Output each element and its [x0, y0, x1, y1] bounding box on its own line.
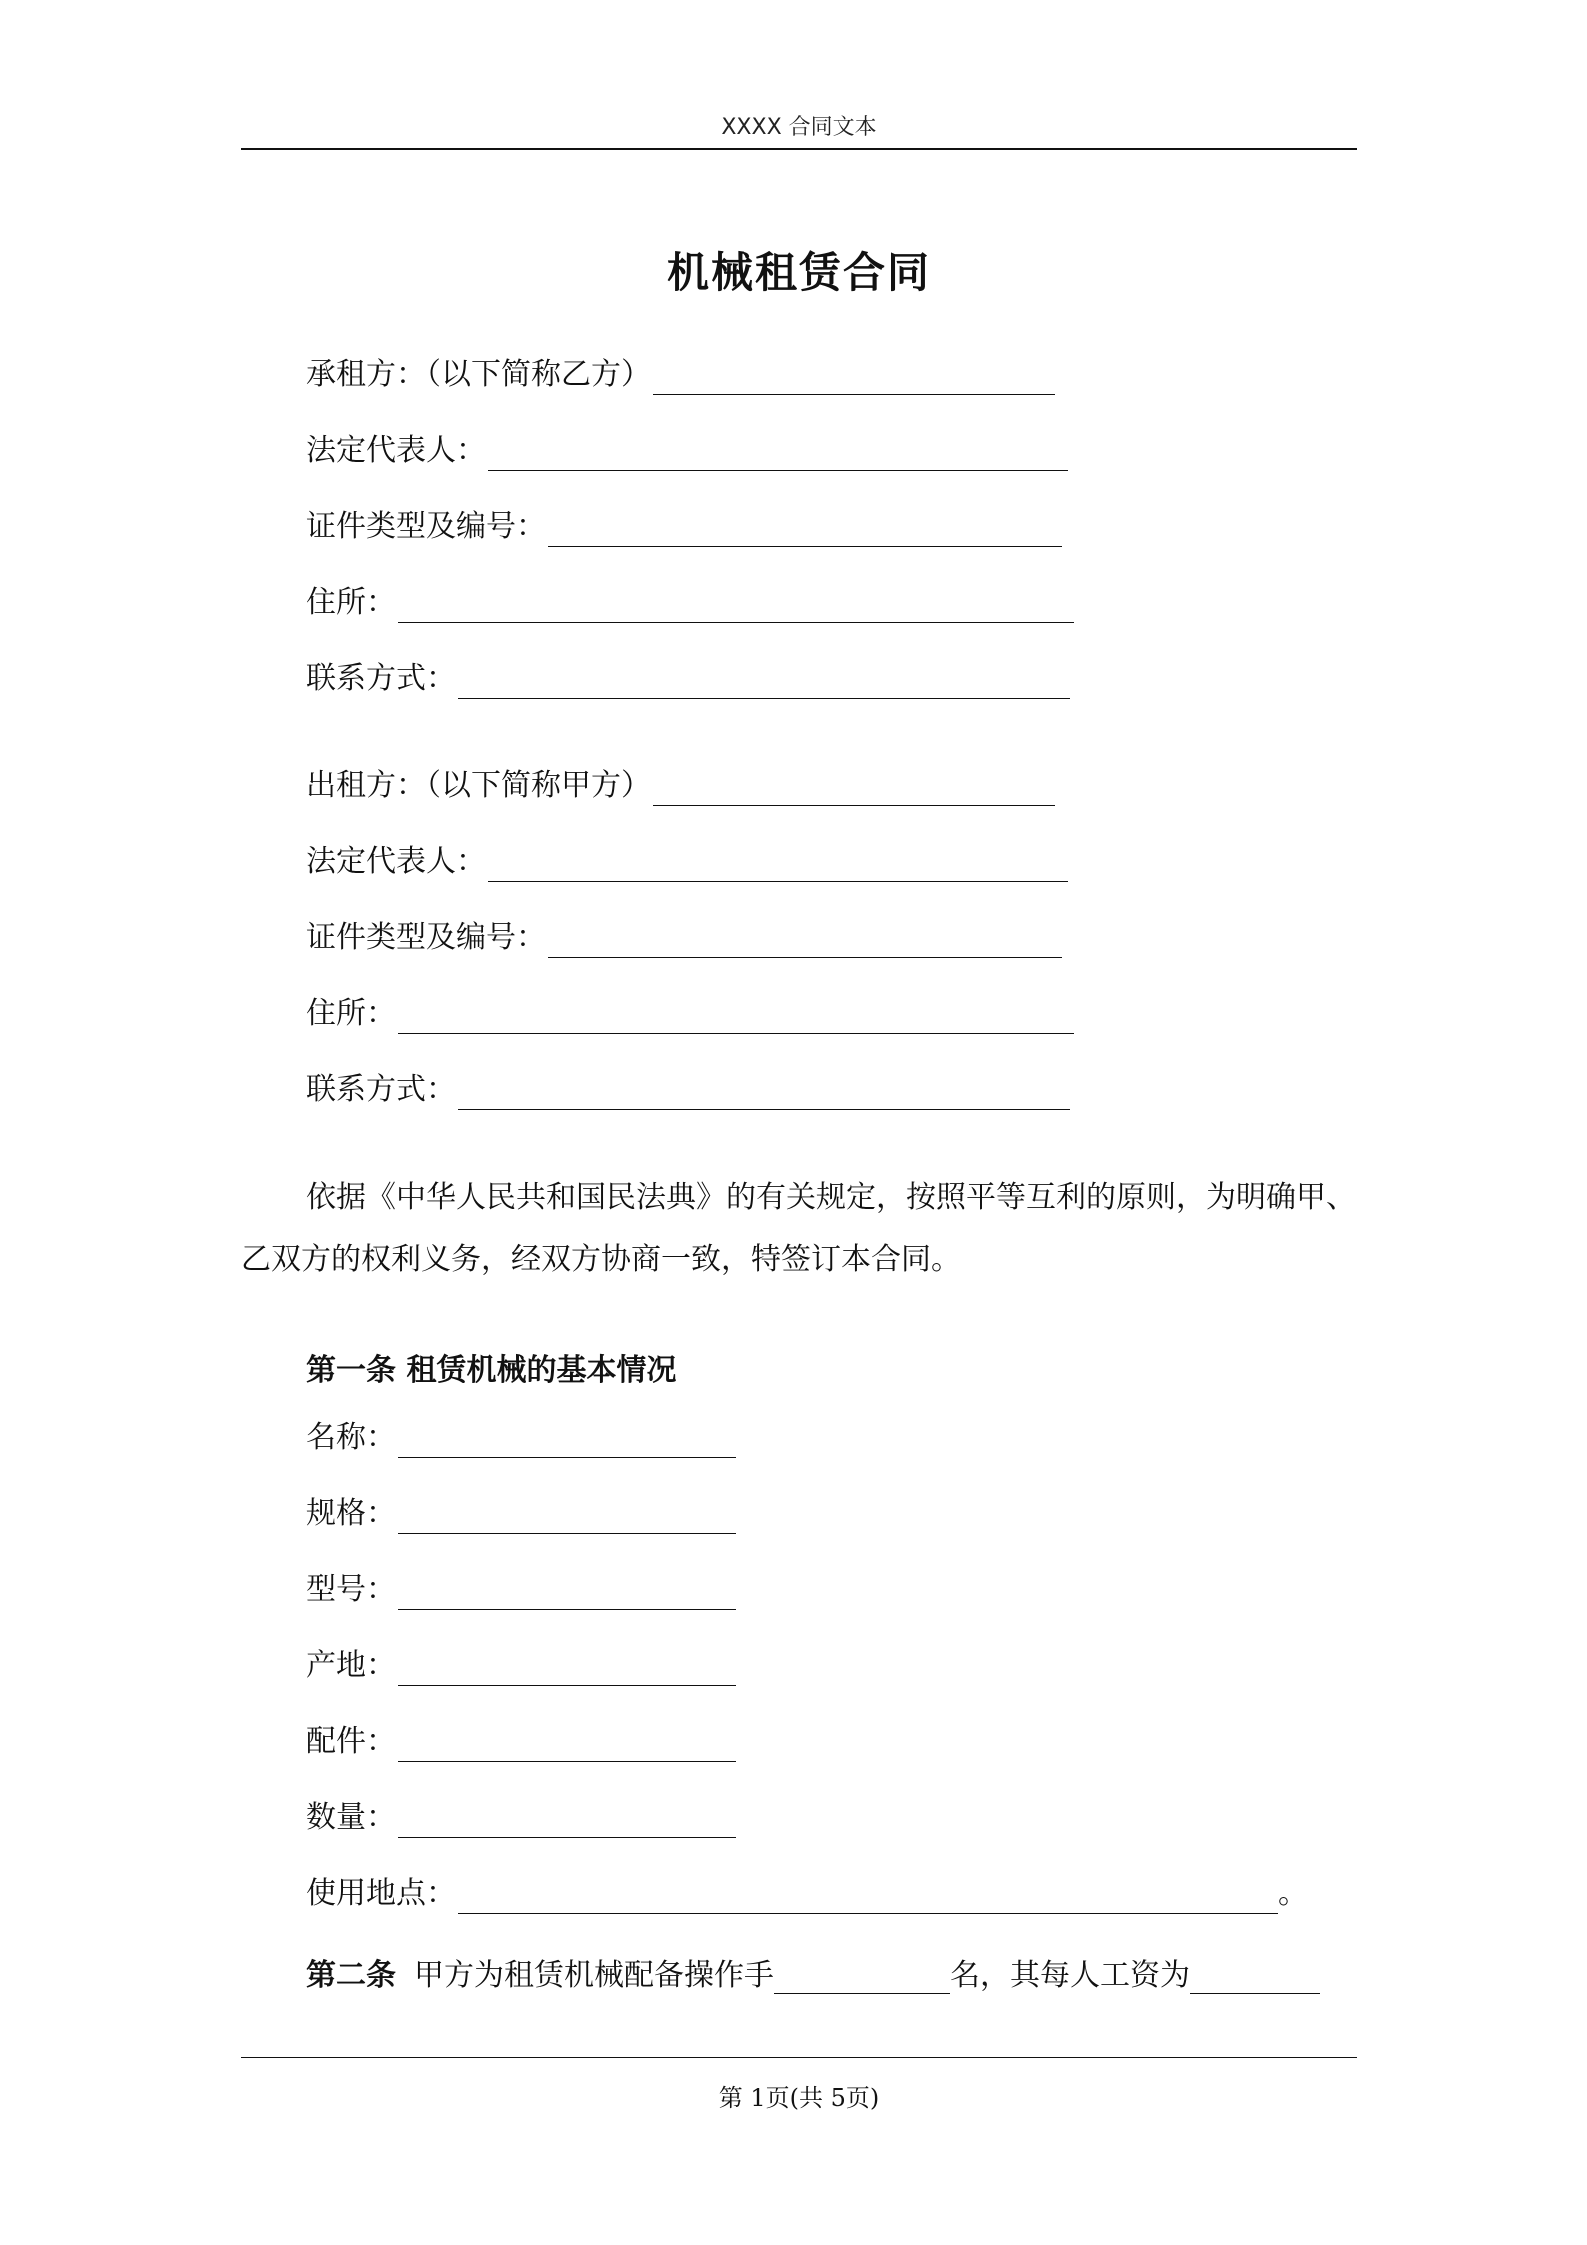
- field-label: 证件类型及编号：: [306, 920, 546, 955]
- page-header: XXXX 合同文本: [721, 115, 877, 140]
- field-label: 承租方：（以下简称乙方）: [306, 357, 651, 392]
- lessee-address-field[interactable]: [306, 583, 1074, 623]
- lessor-contact-field[interactable]: [306, 1070, 1070, 1110]
- field-label: 联系方式：: [306, 661, 456, 696]
- page-number: 第 1页(共 5页): [718, 2084, 880, 2112]
- header-divider: [241, 148, 1357, 150]
- article-2-heading: 第二条: [306, 1958, 396, 1993]
- machine-model-field[interactable]: [306, 1570, 736, 1610]
- blank-line[interactable]: [653, 775, 1055, 806]
- blank-line[interactable]: [548, 516, 1062, 547]
- blank-line[interactable]: [398, 1003, 1074, 1034]
- footer-divider: [241, 2057, 1357, 2058]
- blank-line[interactable]: [458, 1883, 1278, 1914]
- lessor-representative-field[interactable]: [306, 842, 1068, 882]
- lessor-name-field[interactable]: [306, 766, 1055, 806]
- machine-origin-field[interactable]: [306, 1646, 736, 1686]
- period-mark: 。: [1278, 1876, 1308, 1911]
- intro-paragraph: 依据《中华人民共和国民法典》的有关规定，按照平等互利的原则，为明确甲、乙双方的权利义务，经双方协商一致，特签订本合同。: [241, 1180, 1356, 1277]
- lessee-representative-field[interactable]: [306, 431, 1068, 471]
- operator-count-blank[interactable]: [774, 1963, 950, 1994]
- field-label: 规格：: [306, 1496, 396, 1531]
- field-label: 联系方式：: [306, 1072, 456, 1107]
- field-label: 使用地点：: [306, 1876, 456, 1911]
- article-2-line: [306, 1950, 1320, 1994]
- field-label: 证件类型及编号：: [306, 509, 546, 544]
- field-label: 数量：: [306, 1800, 396, 1835]
- blank-line[interactable]: [398, 1503, 736, 1534]
- lessee-id-field[interactable]: [306, 507, 1062, 547]
- article-1-title: 第一条 租赁机械的基本情况: [306, 1353, 677, 1388]
- blank-line[interactable]: [398, 1807, 736, 1838]
- lessor-address-field[interactable]: [306, 994, 1074, 1034]
- machine-parts-field[interactable]: [306, 1722, 736, 1762]
- lessor-id-field[interactable]: [306, 918, 1062, 958]
- blank-line[interactable]: [458, 668, 1070, 699]
- field-label: 法定代表人：: [306, 844, 486, 879]
- machine-spec-field[interactable]: [306, 1494, 736, 1534]
- blank-line[interactable]: [398, 1579, 736, 1610]
- lessee-contact-field[interactable]: [306, 659, 1070, 699]
- article-2-text-b: 名，其每人工资为: [950, 1958, 1190, 1993]
- blank-line[interactable]: [398, 1655, 736, 1686]
- field-label: 法定代表人：: [306, 433, 486, 468]
- field-label: 名称：: [306, 1420, 396, 1455]
- blank-line[interactable]: [398, 592, 1074, 623]
- blank-line[interactable]: [548, 927, 1062, 958]
- blank-line[interactable]: [488, 851, 1068, 882]
- field-label: 住所：: [306, 996, 396, 1031]
- machine-name-field[interactable]: [306, 1418, 736, 1458]
- article-2-text-a: 甲方为租赁机械配备操作手: [414, 1958, 774, 1993]
- field-label: 型号：: [306, 1572, 396, 1607]
- blank-line[interactable]: [398, 1731, 736, 1762]
- field-label: 产地：: [306, 1648, 396, 1683]
- field-label: 配件：: [306, 1724, 396, 1759]
- document-title: 机械租赁合同: [666, 248, 931, 297]
- blank-line[interactable]: [488, 440, 1068, 471]
- field-label: 住所：: [306, 585, 396, 620]
- machine-quantity-field[interactable]: [306, 1798, 736, 1838]
- lessee-name-field[interactable]: [306, 355, 1055, 395]
- blank-line[interactable]: [653, 364, 1055, 395]
- field-label: 出租方：（以下简称甲方）: [306, 768, 651, 803]
- wage-blank[interactable]: [1190, 1963, 1320, 1994]
- usage-location-field[interactable]: [306, 1874, 1308, 1914]
- blank-line[interactable]: [458, 1079, 1070, 1110]
- blank-line[interactable]: [398, 1427, 736, 1458]
